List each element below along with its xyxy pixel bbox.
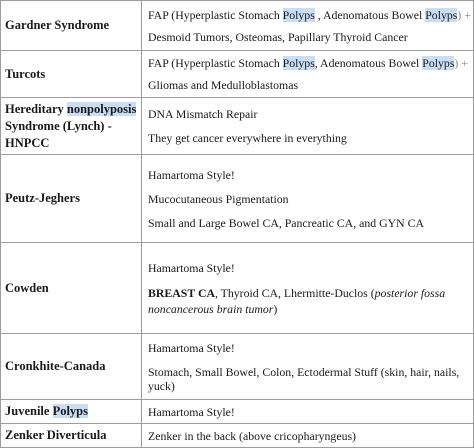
text-segment: ) + [454,56,468,70]
table-row [1,98,474,155]
syndrome-name-line: Cronkhite-Canada [5,359,106,373]
syndrome-description [142,243,474,334]
syndrome-description [142,334,474,400]
highlighted-term: Polyps [422,56,455,70]
text-segment: posterior fossa [374,285,446,300]
description-line [148,78,469,92]
syndrome-name-line [5,101,141,118]
table-row [1,400,474,424]
table-row [1,1,474,51]
syndrome-name [1,51,142,98]
syndrome-name [1,334,142,400]
text-segment: HNPCC [5,135,50,150]
text-segment: ) + [457,7,471,22]
syndrome-name-line: Zenker Diverticula [5,428,107,442]
description-line [148,56,469,70]
text-segment: , Adenomatous Bowel [314,56,423,70]
highlighted-term: Polyps [282,7,315,22]
text-segment: Juvenile [5,404,53,418]
description-line [148,405,469,419]
text-segment: noncancerous brain tumor [148,301,274,316]
description-line [148,30,469,44]
description-line [148,216,469,230]
syndrome-name [1,424,142,448]
text-segment: DNA Mismatch Repair [148,107,258,121]
text-segment: Zenker in the back (above cricopharyngeus) [148,428,356,443]
syndrome-description [142,98,474,155]
table-row [1,51,474,98]
description-line [148,107,469,121]
highlighted-term: Polyps [282,56,315,70]
text-segment: Hamartoma Style! [148,404,235,419]
text-segment: ) [273,301,278,316]
text-segment: Small and Large Bowel CA, Pancreatic CA, and GYN CA [148,215,424,230]
syndrome-name [1,1,142,51]
description-line [148,302,469,316]
text-segment: Gliomas and Medulloblastomas [148,78,299,92]
syndrome-description [142,155,474,243]
syndrome-description [142,400,474,424]
syndrome-description [142,1,474,51]
text-segment: yuck) [148,378,175,393]
syndrome-name-line: Turcots [5,66,46,81]
syndrome-name-line [5,118,141,135]
text-segment: FAP (Hyperplastic Stomach [148,56,283,70]
description-line [148,131,469,145]
description-line [148,379,469,393]
text-segment: Mucocutaneous Pigmentation [148,191,289,206]
text-segment: , Thyroid CA, Lhermitte-Duclos ( [214,285,375,300]
description-line [148,286,469,300]
syndrome-name-line [5,403,141,420]
text-segment: Stomach, Small Bowel, Colon, Ectodermal Stuff (skin, hair, nails, [148,364,460,379]
text-segment: Desmoid Tumors, Osteomas, Papillary Thyroid Cancer [148,29,408,44]
text-segment: They get cancer everywhere in everything [148,131,347,145]
description-line [148,429,469,443]
syndrome-name-line [5,135,141,152]
table-row [1,243,474,334]
highlighted-term: nonpolyposis [66,101,137,116]
table-row [1,424,474,448]
text-segment: FAP (Hyperplastic Stomach [148,7,283,22]
syndrome-name [1,400,142,424]
highlighted-term: Polyps [52,404,89,418]
table-row [1,155,474,243]
syndrome-name [1,98,142,155]
syndrome-name-line: Peutz-Jeghers [5,191,80,205]
syndrome-name-line: Gardner Syndrome [5,18,110,32]
text-segment: Hamartoma Style! [148,167,235,182]
syndrome-name [1,155,142,243]
syndrome-description [142,424,474,448]
syndrome-description [142,51,474,98]
text-segment: Hamartoma Style! [148,260,235,275]
syndrome-name [1,243,142,334]
description-line [148,365,469,379]
text-segment: BREAST CA [148,285,215,300]
text-segment: Hereditary [5,101,67,116]
description-line [148,261,469,275]
text-segment: Hamartoma Style! [148,340,235,355]
description-line [148,8,469,22]
syndrome-name-line: Cowden [5,280,49,295]
description-line [148,192,469,206]
highlighted-term: Polyps [425,7,458,22]
table-row [1,334,474,400]
text-segment: , Adenomatous Bowel [314,7,426,22]
text-segment: Syndrome (Lynch) - [5,118,112,133]
description-line [148,168,469,182]
description-line [148,341,469,355]
